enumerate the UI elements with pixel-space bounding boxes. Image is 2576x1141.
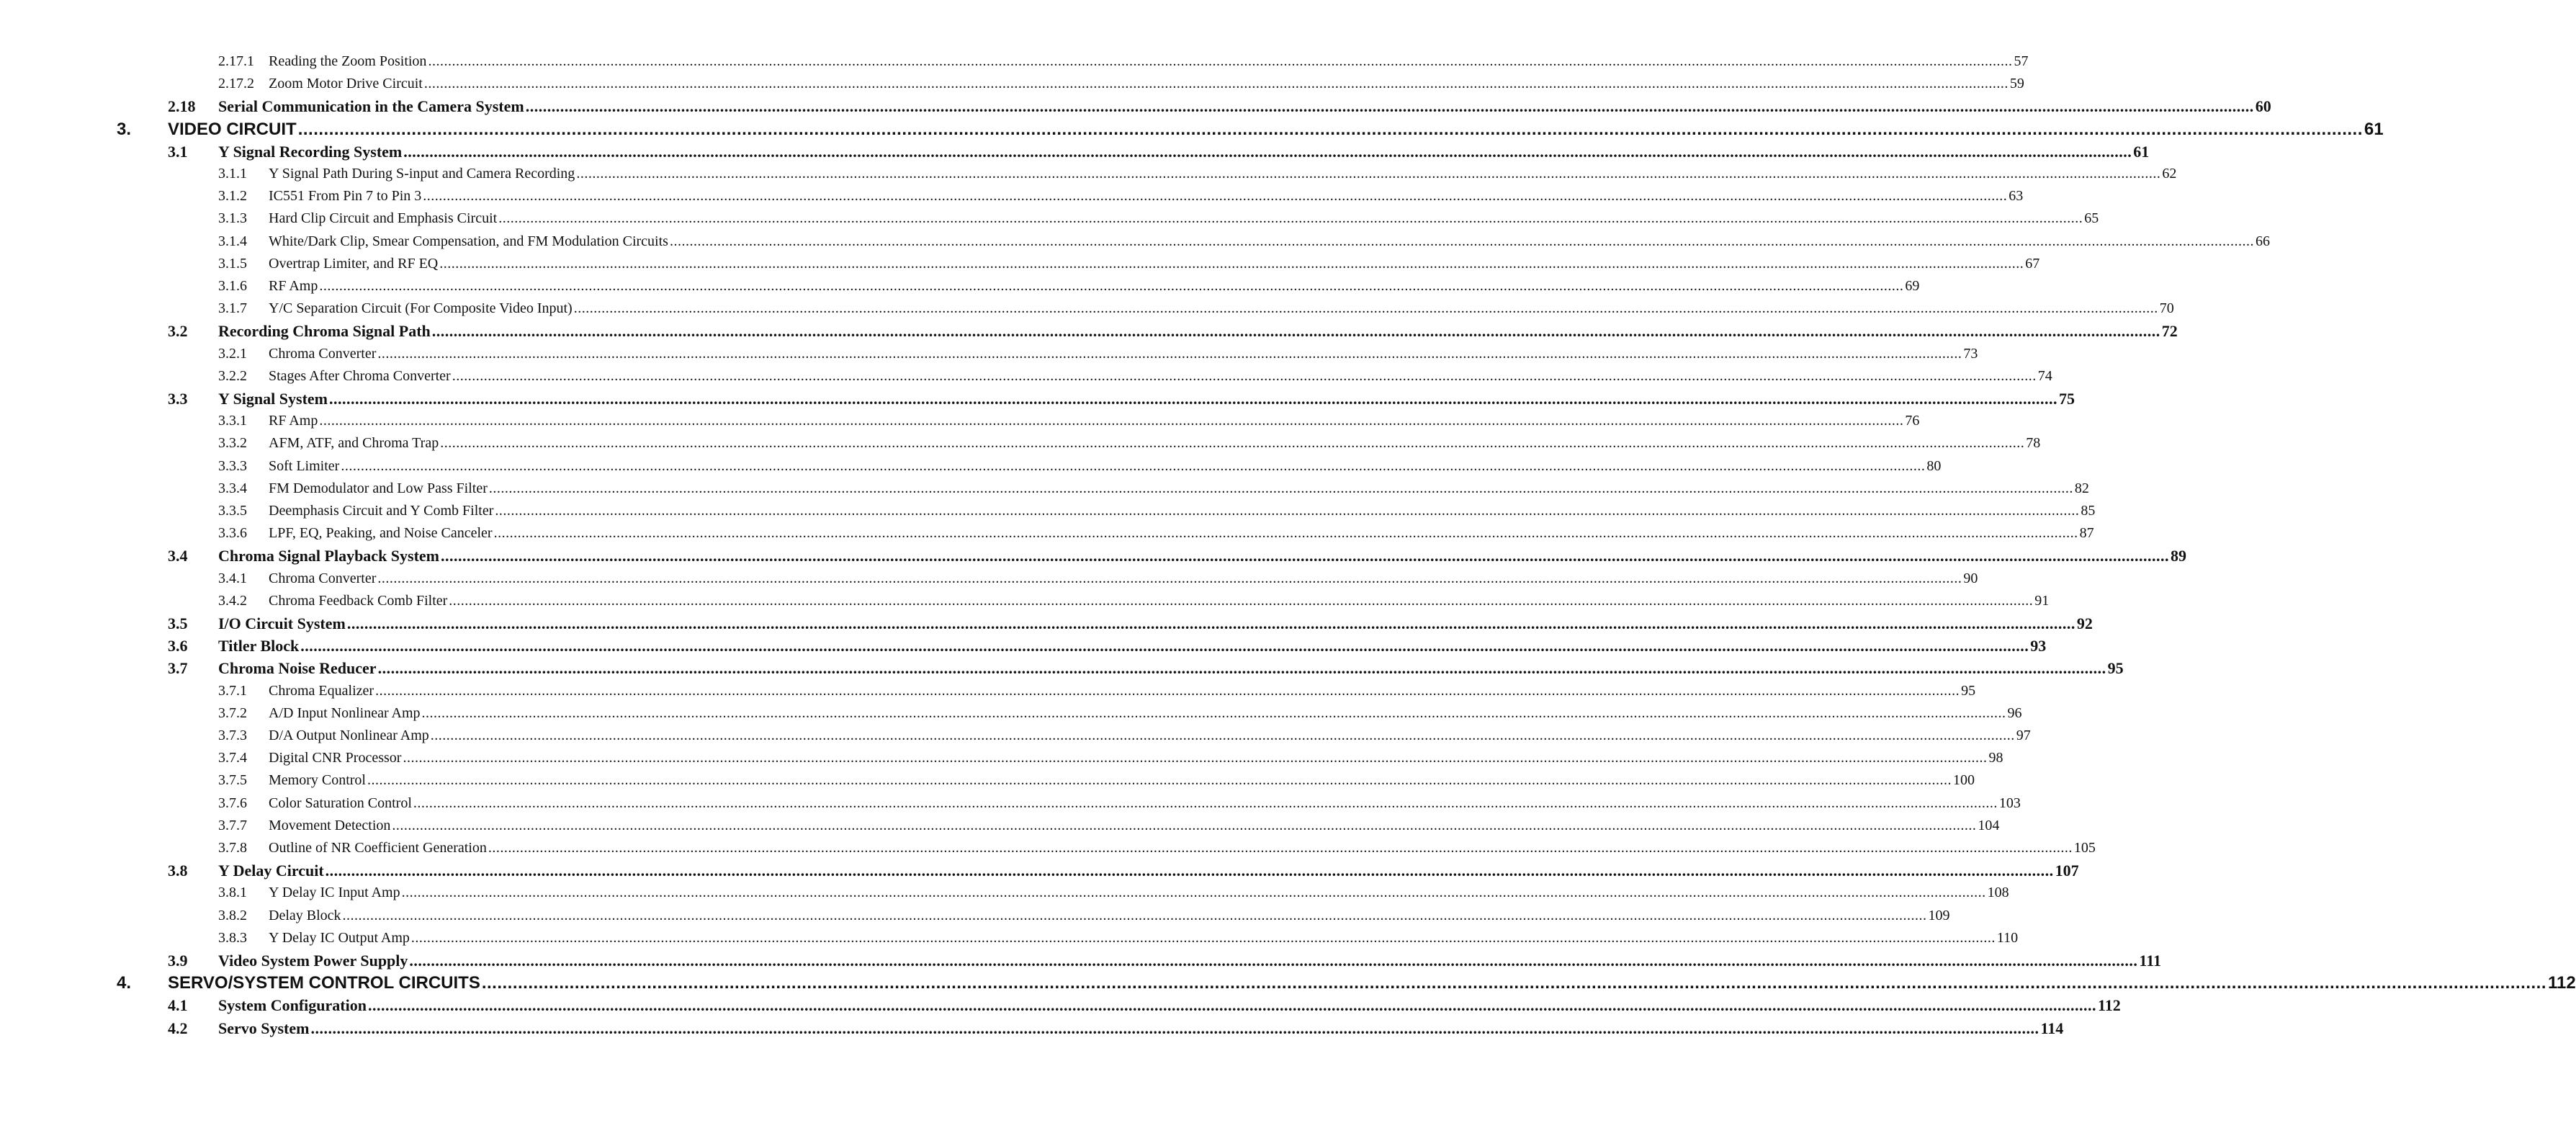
toc-entry-line bbox=[218, 635, 2047, 657]
toc-entry-page-number: 67 bbox=[2025, 256, 2040, 272]
toc-entry-number: 3.1.3 bbox=[218, 210, 247, 226]
toc-entry-title: VIDEO CIRCUIT bbox=[168, 120, 297, 139]
toc-entry-number: 3.1.1 bbox=[218, 166, 247, 182]
toc-entry bbox=[0, 343, 1978, 365]
toc-entry-page-number: 96 bbox=[2007, 705, 2022, 721]
toc-entry-line bbox=[269, 815, 2000, 837]
toc-entry-number: 3.3.5 bbox=[218, 503, 247, 519]
toc-entry-page-number: 109 bbox=[1928, 908, 1950, 923]
toc-entry-page-number: 97 bbox=[2016, 728, 2031, 743]
dot-leader: ................................................................................................................................................................................................................................................................................................................................................................................................................ bbox=[375, 683, 1960, 699]
toc-entry bbox=[0, 972, 2576, 994]
toc-entry-page-number: 105 bbox=[2073, 840, 2096, 856]
toc-entry bbox=[0, 478, 2089, 500]
toc-entry-number: 3.7.2 bbox=[218, 705, 247, 721]
toc-entry-line bbox=[269, 702, 2022, 725]
toc-entry-number: 3.1.6 bbox=[218, 278, 247, 294]
dot-leader: ................................................................................................................................................................................................................................................................................................................................................................................................................ bbox=[423, 188, 2008, 204]
toc-entry-number: 3.9 bbox=[168, 952, 188, 970]
toc-entry-title: Serial Communication in the Camera System bbox=[218, 97, 524, 115]
toc-entry bbox=[0, 231, 2270, 253]
dot-leader: ................................................................................................................................................................................................................................................................................................................................................................................................................ bbox=[573, 300, 2158, 316]
toc-entry-page-number: 63 bbox=[2009, 188, 2024, 204]
dot-leader: ................................................................................................................................................................................................................................................................................................................................................................................................................ bbox=[428, 53, 2013, 69]
dot-leader: ................................................................................................................................................................................................................................................................................................................................................................................................................ bbox=[377, 346, 1962, 362]
dot-leader: ................................................................................................................................................................................................................................................................................................................................................................................................................ bbox=[431, 322, 2160, 340]
toc-entry-line bbox=[269, 185, 2024, 207]
toc-entry bbox=[0, 297, 2174, 320]
toc-entry-line bbox=[269, 769, 1975, 792]
toc-entry-number: 3.7.3 bbox=[218, 728, 247, 743]
toc-entry-number: 3.7.1 bbox=[218, 683, 247, 699]
toc-entry bbox=[0, 185, 2024, 207]
dot-leader: ................................................................................................................................................................................................................................................................................................................................................................................................................ bbox=[413, 795, 1998, 811]
toc-entry-line bbox=[218, 949, 2161, 972]
toc-entry-page-number: 72 bbox=[2161, 322, 2178, 340]
toc-entry-line bbox=[218, 994, 2121, 1016]
toc-entry-number: 3.7 bbox=[168, 659, 188, 677]
toc-entry-number: 3.2 bbox=[168, 322, 188, 340]
toc-entry-page-number: 62 bbox=[2162, 166, 2177, 182]
toc-entry-number: 3.7.8 bbox=[218, 840, 247, 856]
toc-entry-title: Chroma Converter bbox=[269, 570, 377, 586]
toc-entry-title: Memory Control bbox=[269, 772, 366, 788]
toc-entry-title: SERVO/SYSTEM CONTROL CIRCUITS bbox=[168, 973, 480, 993]
toc-entry bbox=[0, 859, 2079, 882]
toc-entry-line bbox=[269, 927, 2019, 949]
toc-entry-page-number: 112 bbox=[2548, 973, 2576, 993]
dot-leader: ................................................................................................................................................................................................................................................................................................................................................................................................................ bbox=[669, 233, 2254, 249]
toc-entry bbox=[0, 207, 2099, 230]
toc-entry-title: Color Saturation Control bbox=[269, 795, 412, 811]
toc-entry-number: 3.3 bbox=[168, 390, 188, 408]
toc-entry-number: 3.1.2 bbox=[218, 188, 247, 204]
toc-entry-number: 3.1.4 bbox=[218, 233, 247, 249]
toc-entry-title: Servo System bbox=[218, 1019, 310, 1037]
toc-entry-number: 3.5 bbox=[168, 614, 188, 632]
toc-entry bbox=[0, 50, 2029, 73]
dot-leader: ................................................................................................................................................................................................................................................................................................................................................................................................................ bbox=[325, 862, 2054, 880]
toc-entry-page-number: 87 bbox=[2079, 525, 2094, 541]
toc-entry-line bbox=[269, 590, 2050, 612]
toc-entry-title: Hard Clip Circuit and Emphasis Circuit bbox=[269, 210, 498, 226]
toc-entry-page-number: 108 bbox=[1987, 885, 2009, 900]
toc-entry-number: 3.8.3 bbox=[218, 930, 247, 946]
dot-leader: ................................................................................................................................................................................................................................................................................................................................................................................................................ bbox=[452, 368, 2037, 384]
toc-entry bbox=[0, 365, 2052, 388]
toc-entry-number: 3.8.1 bbox=[218, 885, 247, 900]
toc-entry-number: 3.4.1 bbox=[218, 570, 247, 586]
toc-entry-page-number: 103 bbox=[1998, 795, 2021, 811]
toc-entry-number: 3.1.7 bbox=[218, 300, 247, 316]
toc-entry bbox=[0, 680, 1976, 702]
toc-entry bbox=[0, 522, 2094, 545]
toc-entry-page-number: 114 bbox=[2040, 1019, 2064, 1037]
dot-leader: ................................................................................................................................................................................................................................................................................................................................................................................................................ bbox=[328, 390, 2057, 408]
toc-entry-line bbox=[269, 275, 1920, 297]
toc-entry-title: White/Dark Clip, Smear Compensation, and FM Modulation Circuits bbox=[269, 233, 668, 249]
toc-entry bbox=[0, 612, 2093, 635]
toc-entry-page-number: 95 bbox=[2107, 659, 2124, 677]
toc-entry-line bbox=[269, 231, 2270, 253]
toc-entry-page-number: 74 bbox=[2037, 368, 2052, 384]
toc-entry-page-number: 110 bbox=[1996, 930, 2019, 946]
toc-entry-line bbox=[269, 365, 2052, 388]
toc-entry-page-number: 93 bbox=[2030, 637, 2047, 655]
toc-entry-line bbox=[218, 545, 2187, 567]
toc-entry-line bbox=[168, 118, 2384, 140]
dot-leader: ................................................................................................................................................................................................................................................................................................................................................................................................................ bbox=[576, 166, 2161, 182]
toc-entry-line bbox=[269, 410, 1920, 432]
toc-entry-line bbox=[269, 747, 2003, 769]
toc-entry bbox=[0, 815, 2000, 837]
toc-entry-page-number: 76 bbox=[1905, 413, 1920, 429]
toc-entry-page-number: 104 bbox=[1978, 818, 2000, 833]
dot-leader: ................................................................................................................................................................................................................................................................................................................................................................................................................ bbox=[441, 547, 2170, 565]
toc-entry-page-number: 61 bbox=[2364, 120, 2384, 139]
toc-entry-number: 2.17.1 bbox=[218, 53, 254, 69]
toc-entry-number: 3.7.7 bbox=[218, 818, 247, 833]
toc-entry bbox=[0, 163, 2177, 185]
toc-entry-title: AFM, ATF, and Chroma Trap bbox=[269, 435, 439, 451]
toc-entry-number: 3.7.6 bbox=[218, 795, 247, 811]
toc-entry-title: Overtrap Limiter, and RF EQ bbox=[269, 256, 439, 272]
toc-entry-line bbox=[269, 725, 2031, 747]
dot-leader: ................................................................................................................................................................................................................................................................................................................................................................................................................ bbox=[392, 818, 1977, 833]
dot-leader: ................................................................................................................................................................................................................................................................................................................................................................................................................ bbox=[495, 503, 2080, 519]
toc-entry-number: 3.4.2 bbox=[218, 593, 247, 609]
toc-entry-title: Y Signal Path During S-input and Camera Recording bbox=[269, 166, 575, 182]
toc-entry bbox=[0, 769, 1975, 792]
toc-entry-number: 3.2.1 bbox=[218, 346, 247, 362]
toc-entry-page-number: 80 bbox=[1926, 458, 1942, 474]
toc-entry-page-number: 91 bbox=[2034, 593, 2050, 609]
toc-entry-title: I/O Circuit System bbox=[218, 614, 346, 632]
dot-leader: ................................................................................................................................................................................................................................................................................................................................................................................................................ bbox=[439, 256, 2024, 272]
toc-entry-line bbox=[269, 882, 2009, 904]
toc-entry-title: Chroma Signal Playback System bbox=[218, 547, 440, 565]
toc-entry-line bbox=[269, 163, 2177, 185]
dot-leader: ................................................................................................................................................................................................................................................................................................................................................................................................................ bbox=[449, 593, 2034, 609]
toc-entry bbox=[0, 500, 2096, 522]
toc-entry-line bbox=[269, 792, 2021, 815]
dot-leader: ................................................................................................................................................................................................................................................................................................................................................................................................................ bbox=[342, 908, 1927, 923]
dot-leader: ................................................................................................................................................................................................................................................................................................................................................................................................................ bbox=[423, 76, 2009, 91]
toc-entry-title: Y Delay IC Input Amp bbox=[269, 885, 400, 900]
toc-entry-title: Titler Block bbox=[218, 637, 300, 655]
dot-leader: ................................................................................................................................................................................................................................................................................................................................................................................................................ bbox=[403, 750, 1988, 766]
toc-entry-line bbox=[269, 455, 1942, 478]
toc-entry bbox=[0, 792, 2021, 815]
toc-entry bbox=[0, 927, 2019, 949]
dot-leader: ................................................................................................................................................................................................................................................................................................................................................................................................................ bbox=[421, 705, 2006, 721]
toc-entry-title: Video System Power Supply bbox=[218, 952, 408, 970]
toc-entry-number: 3.2.2 bbox=[218, 368, 247, 384]
toc-entry-page-number: 59 bbox=[2009, 76, 2024, 91]
toc-entry-title: Y/C Separation Circuit (For Composite Video Input) bbox=[269, 300, 573, 316]
toc-entry bbox=[0, 702, 2022, 725]
toc-entry bbox=[0, 388, 2075, 410]
toc-entry bbox=[0, 455, 1942, 478]
toc-entry-number: 3.3.2 bbox=[218, 435, 247, 451]
toc-entry bbox=[0, 410, 1920, 432]
toc-entry-page-number: 70 bbox=[2159, 300, 2174, 316]
toc-entry-number: 3.8 bbox=[168, 862, 188, 880]
dot-leader: ................................................................................................................................................................................................................................................................................................................................................................................................................ bbox=[488, 480, 2073, 496]
toc-entry-line bbox=[269, 253, 2040, 275]
toc-entry-page-number: 61 bbox=[2133, 143, 2150, 161]
toc-entry bbox=[0, 837, 2096, 859]
toc-entry-title: Y Delay IC Output Amp bbox=[269, 930, 410, 946]
dot-leader: ................................................................................................................................................................................................................................................................................................................................................................................................................ bbox=[300, 637, 2029, 655]
toc-entry-title: Outline of NR Coefficient Generation bbox=[269, 840, 487, 856]
dot-leader: ................................................................................................................................................................................................................................................................................................................................................................................................................ bbox=[377, 659, 2106, 677]
toc-entry-title: RF Amp bbox=[269, 413, 318, 429]
toc-entry-page-number: 90 bbox=[1963, 570, 1978, 586]
toc-entry-page-number: 98 bbox=[1988, 750, 2003, 766]
toc-entry-number: 4. bbox=[117, 973, 132, 993]
toc-entry-number: 2.17.2 bbox=[218, 76, 254, 91]
toc-entry-number: 3.3.1 bbox=[218, 413, 247, 429]
toc-entry bbox=[0, 432, 2041, 455]
toc-entry-page-number: 85 bbox=[2081, 503, 2096, 519]
toc-entry-number: 3.3.3 bbox=[218, 458, 247, 474]
toc-entry-title: IC551 From Pin 7 to Pin 3 bbox=[269, 188, 422, 204]
toc-entry-title: Y Delay Circuit bbox=[218, 862, 324, 880]
dot-leader: ................................................................................................................................................................................................................................................................................................................................................................................................................ bbox=[481, 973, 2547, 993]
dot-leader: ................................................................................................................................................................................................................................................................................................................................................................................................................ bbox=[319, 413, 1904, 429]
toc-entry bbox=[0, 140, 2150, 163]
toc-entry-title: Stages After Chroma Converter bbox=[269, 368, 451, 384]
toc-entry-title: System Configuration bbox=[218, 996, 367, 1014]
toc-entry-page-number: 75 bbox=[2058, 390, 2075, 408]
toc-entry bbox=[0, 949, 2161, 972]
toc-entry-page-number: 57 bbox=[2014, 53, 2029, 69]
toc-entry bbox=[0, 590, 2050, 612]
toc-entry-number: 3.3.4 bbox=[218, 480, 247, 496]
toc-entry-title: Soft Limiter bbox=[269, 458, 340, 474]
dot-leader: ................................................................................................................................................................................................................................................................................................................................................................................................................ bbox=[341, 458, 1926, 474]
toc-entry-line bbox=[269, 837, 2096, 859]
toc-entry-page-number: 60 bbox=[2255, 97, 2271, 115]
toc-entry-page-number: 65 bbox=[2084, 210, 2099, 226]
dot-leader: ................................................................................................................................................................................................................................................................................................................................................................................................................ bbox=[430, 728, 2015, 743]
toc-entry-title: Chroma Converter bbox=[269, 346, 377, 362]
toc-entry bbox=[0, 118, 2384, 140]
toc-entry-page-number: 100 bbox=[1953, 772, 1975, 788]
toc-entry-title: FM Demodulator and Low Pass Filter bbox=[269, 480, 488, 496]
toc-entry-title: Delay Block bbox=[269, 908, 341, 923]
toc-entry-line bbox=[269, 500, 2096, 522]
toc-entry bbox=[0, 994, 2121, 1016]
toc-entry-line bbox=[269, 207, 2099, 230]
dot-leader: ................................................................................................................................................................................................................................................................................................................................................................................................................ bbox=[319, 278, 1904, 294]
toc-entry-page-number: 66 bbox=[2255, 233, 2270, 249]
toc-entry bbox=[0, 725, 2031, 747]
dot-leader: ................................................................................................................................................................................................................................................................................................................................................................................................................ bbox=[377, 570, 1962, 586]
toc-entry-title: Reading the Zoom Position bbox=[269, 53, 427, 69]
dot-leader: ................................................................................................................................................................................................................................................................................................................................................................................................................ bbox=[346, 614, 2075, 632]
toc-entry-title: Chroma Equalizer bbox=[269, 683, 374, 699]
toc-entry-title: RF Amp bbox=[269, 278, 318, 294]
toc-entry-line bbox=[218, 320, 2178, 342]
toc-entry bbox=[0, 320, 2178, 342]
toc-entry-line bbox=[269, 73, 2024, 95]
toc-entry-number: 3.8.2 bbox=[218, 908, 247, 923]
toc-entry-page-number: 92 bbox=[2076, 614, 2093, 632]
toc-entry-title: Recording Chroma Signal Path bbox=[218, 322, 431, 340]
toc-entry-title: D/A Output Nonlinear Amp bbox=[269, 728, 429, 743]
toc-entry-page-number: 69 bbox=[1905, 278, 1920, 294]
dot-leader: ................................................................................................................................................................................................................................................................................................................................................................................................................ bbox=[401, 885, 1986, 900]
toc-entry-number: 3.6 bbox=[168, 637, 188, 655]
toc-entry bbox=[0, 253, 2040, 275]
toc-entry bbox=[0, 73, 2024, 95]
toc-entry-line bbox=[269, 297, 2174, 320]
toc-entry-line bbox=[218, 388, 2075, 410]
toc-entry bbox=[0, 747, 2003, 769]
dot-leader: ................................................................................................................................................................................................................................................................................................................................................................................................................ bbox=[488, 840, 2073, 856]
toc-entry-line bbox=[269, 50, 2029, 73]
toc-entry-page-number: 107 bbox=[2055, 862, 2079, 880]
toc-entry-number: 3.3.6 bbox=[218, 525, 247, 541]
toc-entry bbox=[0, 1017, 2064, 1039]
toc-entry-number: 4.2 bbox=[168, 1019, 188, 1037]
dot-leader: ................................................................................................................................................................................................................................................................................................................................................................................................................ bbox=[498, 210, 2083, 226]
dot-leader: ................................................................................................................................................................................................................................................................................................................................................................................................................ bbox=[493, 525, 2078, 541]
toc-entry-number: 2.18 bbox=[168, 97, 196, 115]
toc-entry-number: 3.4 bbox=[168, 547, 188, 565]
toc-entry-line bbox=[269, 568, 1978, 590]
toc-entry bbox=[0, 657, 2124, 679]
toc-entry-title: A/D Input Nonlinear Amp bbox=[269, 705, 421, 721]
toc-entry-line bbox=[218, 657, 2124, 679]
toc-entry-line bbox=[269, 343, 1978, 365]
toc-entry-page-number: 89 bbox=[2171, 547, 2187, 565]
toc-entry-title: Y Signal System bbox=[218, 390, 328, 408]
toc-entry-line bbox=[218, 612, 2093, 635]
toc-entry-line bbox=[269, 905, 1950, 927]
toc-entry bbox=[0, 545, 2187, 567]
toc-entry-line bbox=[269, 522, 2094, 545]
toc-entry-line bbox=[218, 140, 2150, 163]
toc-entry-line bbox=[168, 972, 2576, 994]
toc-entry-title: Digital CNR Processor bbox=[269, 750, 402, 766]
toc-entry-title: Y Signal Recording System bbox=[218, 143, 403, 161]
dot-leader: ................................................................................................................................................................................................................................................................................................................................................................................................................ bbox=[403, 143, 2132, 161]
toc-entry-page-number: 95 bbox=[1961, 683, 1976, 699]
toc-entry bbox=[0, 905, 1950, 927]
toc-entry-title: Chroma Feedback Comb Filter bbox=[269, 593, 448, 609]
dot-leader: ................................................................................................................................................................................................................................................................................................................................................................................................................ bbox=[440, 435, 2025, 451]
toc-entry bbox=[0, 635, 2047, 657]
toc-entry-title: Deemphasis Circuit and Y Comb Filter bbox=[269, 503, 494, 519]
toc-entry-page-number: 73 bbox=[1963, 346, 1978, 362]
toc-entry-line bbox=[269, 478, 2089, 500]
toc-entry-line bbox=[218, 95, 2271, 117]
toc-entry-line bbox=[269, 432, 2041, 455]
dot-leader: ................................................................................................................................................................................................................................................................................................................................................................................................................ bbox=[410, 930, 1996, 946]
toc-entry-page-number: 112 bbox=[2097, 996, 2121, 1014]
toc-entry-title: Zoom Motor Drive Circuit bbox=[269, 76, 423, 91]
toc-entry-title: Movement Detection bbox=[269, 818, 391, 833]
dot-leader: ................................................................................................................................................................................................................................................................................................................................................................................................................ bbox=[525, 97, 2254, 115]
toc-entry bbox=[0, 95, 2271, 117]
toc-entry-title: Chroma Noise Reducer bbox=[218, 659, 377, 677]
toc-entry bbox=[0, 882, 2009, 904]
toc-entry-page-number: 82 bbox=[2074, 480, 2089, 496]
toc-entry-number: 3.1.5 bbox=[218, 256, 247, 272]
toc-entry-number: 3.1 bbox=[168, 143, 188, 161]
toc-entry-line bbox=[218, 859, 2079, 882]
dot-leader: ................................................................................................................................................................................................................................................................................................................................................................................................................ bbox=[367, 772, 1952, 788]
toc-entry-page-number: 111 bbox=[2139, 952, 2161, 970]
dot-leader: ................................................................................................................................................................................................................................................................................................................................................................................................................ bbox=[310, 1019, 2039, 1037]
toc-entry-number: 4.1 bbox=[168, 996, 188, 1014]
dot-leader: ................................................................................................................................................................................................................................................................................................................................................................................................................ bbox=[409, 952, 2138, 970]
toc-entry-page-number: 78 bbox=[2026, 435, 2041, 451]
toc-entry-line bbox=[218, 1017, 2064, 1039]
toc-entry-number: 3.7.5 bbox=[218, 772, 247, 788]
toc-entry-number: 3.7.4 bbox=[218, 750, 247, 766]
toc-entry-number: 3. bbox=[117, 120, 132, 139]
dot-leader: ................................................................................................................................................................................................................................................................................................................................................................................................................ bbox=[367, 996, 2096, 1014]
toc-entry bbox=[0, 275, 1920, 297]
toc-entry-title: LPF, EQ, Peaking, and Noise Canceler bbox=[269, 525, 493, 541]
toc-entry bbox=[0, 568, 1978, 590]
toc-entry-line bbox=[269, 680, 1976, 702]
dot-leader: ................................................................................................................................................................................................................................................................................................................................................................................................................ bbox=[297, 120, 2363, 139]
